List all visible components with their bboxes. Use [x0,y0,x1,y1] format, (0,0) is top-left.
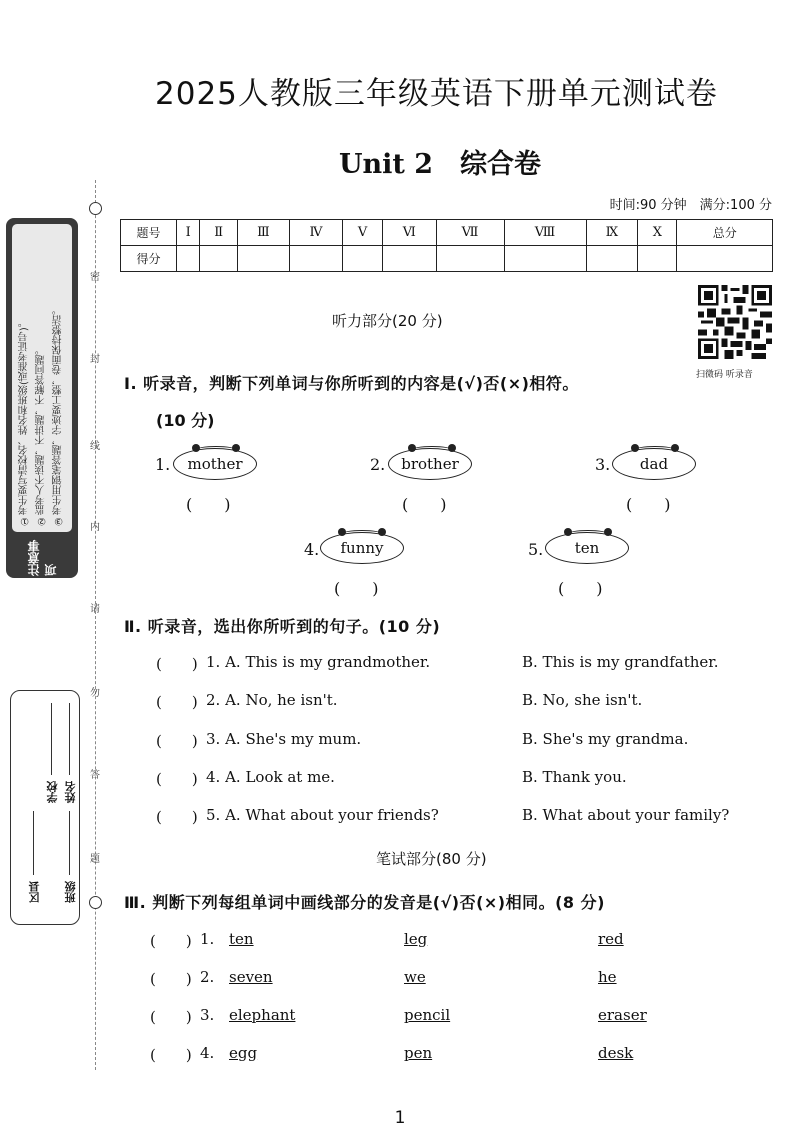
word-number: 2. [370,455,386,474]
q2-option-a: 5. A. What about your friends? [206,806,439,824]
score-cell[interactable] [200,246,238,272]
q2-option-a: 2. A. No, he isn't. [206,691,338,709]
answer-paren[interactable]: ( ) [626,495,671,514]
writing-section-title: 笔试部分(80 分) [376,850,487,868]
q3-word: eraser [598,1006,647,1024]
score-col: 总分 [677,220,773,246]
notice-item: ①考生要写清校名、姓名和班级(或准考证号)。 [19,317,30,526]
qr-caption: 扫微码 听录音 [696,370,753,380]
score-cell[interactable] [238,246,290,272]
score-cell[interactable] [504,246,586,272]
binding-dashed-line [95,180,96,1070]
district-blank[interactable] [33,811,34,875]
word-ellipse: funny [320,532,404,564]
score-cell[interactable] [638,246,677,272]
answer-paren[interactable]: ( ) [150,1008,192,1026]
binding-char: 勿 [90,688,100,699]
answer-paren[interactable]: ( ) [186,495,231,514]
class-blank[interactable] [69,811,70,875]
score-table-label: 得分 [121,246,177,272]
q2-option-b: B. Thank you. [522,768,627,786]
score-cell[interactable] [177,246,200,272]
word-ellipse: brother [388,448,472,480]
word-ellipse: mother [173,448,257,480]
word-number: 4. [304,540,320,559]
q3-number: 1. [200,930,215,948]
question-3-title: Ⅲ. 判断下列每组单词中画线部分的发音是(√)否(×)相同。(8 分) [124,893,605,912]
page-number: 1 [394,1108,406,1128]
question-2-title: Ⅱ. 听录音，选出你所听到的句子。(10 分) [124,617,441,636]
question-1-title: Ⅰ. 听录音，判断下列单词与你所听到的内容是(√)否(×)相符。 [124,374,579,393]
score-col: Ⅶ [436,220,504,246]
q3-word: we [404,968,426,986]
notice-panel [6,218,78,578]
answer-paren[interactable]: ( ) [156,655,198,673]
q3-word: pen [404,1044,433,1062]
score-col: Ⅱ [200,220,238,246]
binding-char: 请 [90,604,100,615]
score-col: Ⅰ [177,220,200,246]
binding-char: 答 [90,770,100,781]
binding-char: 内 [90,522,100,533]
score-cell[interactable] [677,246,773,272]
word-ellipse: ten [545,532,629,564]
binding-char: 线 [90,441,100,452]
q3-word: leg [404,930,428,948]
answer-paren[interactable]: ( ) [558,579,603,598]
word-ellipse: dad [612,448,696,480]
score-col: Ⅸ [586,220,638,246]
score-col: Ⅳ [289,220,342,246]
binding-char: 封 [90,354,100,365]
score-table-label: 题号 [121,220,177,246]
answer-paren[interactable]: ( ) [156,693,198,711]
notice-title: 注意事项 [27,540,58,576]
q3-word: pencil [404,1006,451,1024]
time-score-info: 时间:90 分钟 满分:100 分 [609,198,772,213]
q2-option-b: B. What about your family? [522,806,730,824]
listening-section-title: 听力部分(20 分) [332,312,443,330]
binding-hole [89,896,102,909]
answer-paren[interactable]: ( ) [150,970,192,988]
answer-paren[interactable]: ( ) [156,732,198,750]
page-title: 2025人教版三年级英语下册单元测试卷 [155,76,718,112]
score-cell[interactable] [436,246,504,272]
q3-word: red [598,930,624,948]
word-number: 5. [528,540,544,559]
word-number: 3. [595,455,611,474]
binding-char: 题 [90,854,100,865]
q3-word: desk [598,1044,634,1062]
score-col: Ⅹ [638,220,677,246]
q2-option-b: B. No, she isn't. [522,691,643,709]
school-blank[interactable] [51,703,52,775]
word-number: 1. [155,455,171,474]
district-label: 区县 [28,881,41,903]
q3-number: 4. [200,1044,215,1062]
name-label: 姓名 [64,781,77,803]
q2-option-b: B. She's my grandma. [522,730,689,748]
score-table-score-row [121,246,773,272]
class-label: 班级 [64,881,77,903]
score-col: Ⅲ [238,220,290,246]
score-cell[interactable] [289,246,342,272]
notice-item: ③考生用钢笔答题，字迹要工整，卷面保持整洁。 [53,305,64,526]
answer-paren[interactable]: ( ) [150,932,192,950]
unit-subtitle: Unit 2 综合卷 [338,149,542,180]
score-table [120,219,773,272]
q2-option-a: 3. A. She's my mum. [206,730,362,748]
q3-word: ten [229,930,254,948]
score-col: Ⅵ [382,220,436,246]
q2-option-b: B. This is my grandfather. [522,653,719,671]
answer-paren[interactable]: ( ) [402,495,447,514]
score-col: Ⅷ [504,220,586,246]
answer-paren[interactable]: ( ) [156,808,198,826]
notice-item: ②监考人不读题，不讲题，不解答问题。 [36,345,47,526]
q3-word: seven [229,968,273,986]
q3-number: 3. [200,1006,215,1024]
binding-char: 密 [90,272,100,283]
notice-items [12,224,72,532]
score-table-header-row [121,220,773,246]
answer-paren[interactable]: ( ) [156,770,198,788]
score-cell[interactable] [586,246,638,272]
q2-option-a: 4. A. Look at me. [206,768,335,786]
student-info-box [10,690,80,925]
q3-word: he [598,968,617,986]
answer-paren[interactable]: ( ) [150,1046,192,1064]
qr-code-icon[interactable] [698,285,772,359]
score-cell[interactable] [382,246,436,272]
score-cell[interactable] [343,246,383,272]
question-1-points: (10 分) [156,411,215,430]
q3-word: elephant [229,1006,296,1024]
q3-number: 2. [200,968,215,986]
score-col: Ⅴ [343,220,383,246]
name-blank[interactable] [69,703,70,775]
school-label: 学校 [46,781,59,803]
answer-paren[interactable]: ( ) [334,579,379,598]
binding-hole [89,202,102,215]
q2-option-a: 1. A. This is my grandmother. [206,653,431,671]
q3-word: egg [229,1044,258,1062]
